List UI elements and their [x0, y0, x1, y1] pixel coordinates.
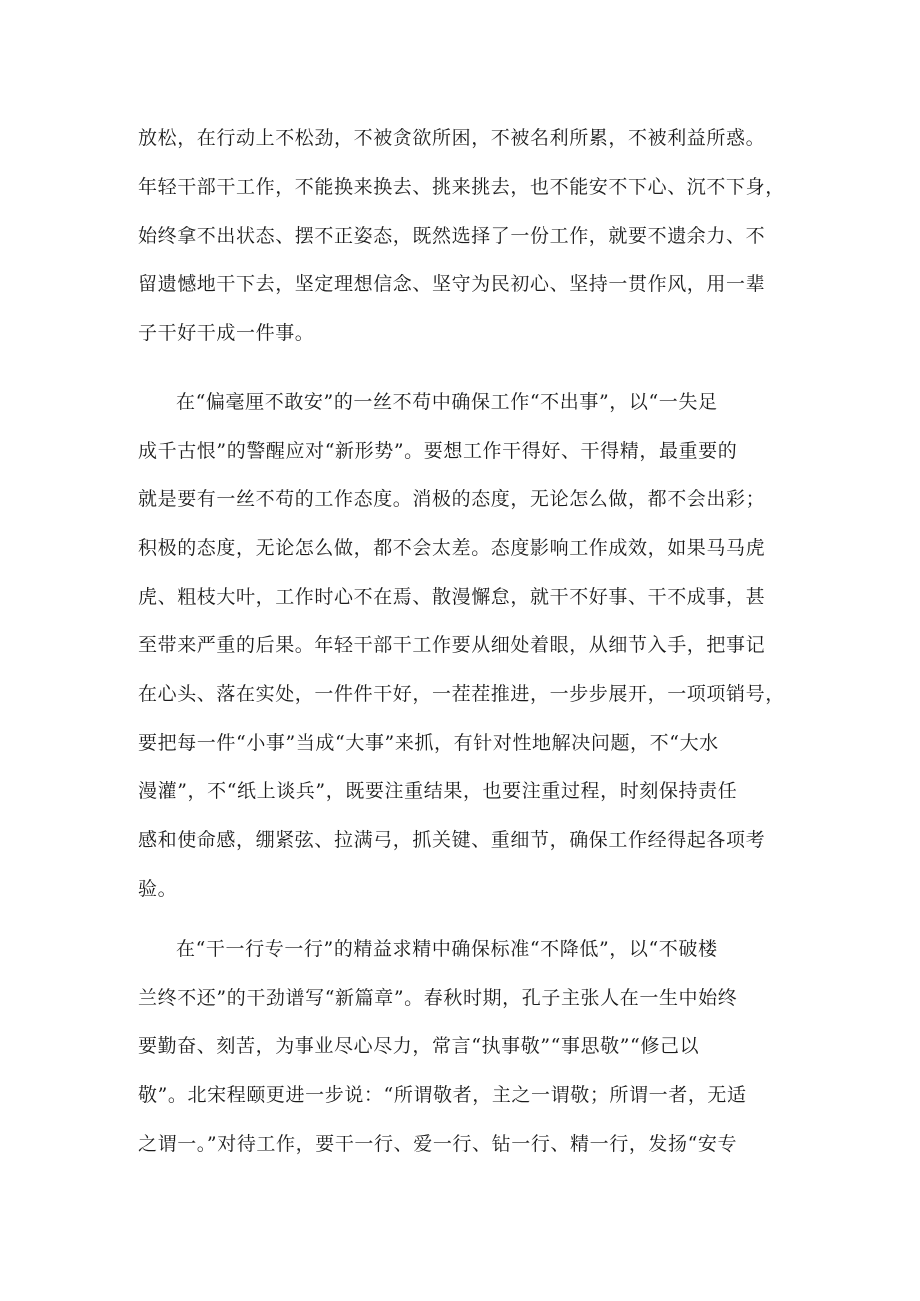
paragraph-2-line-5: 虎、粗枝大叶，工作时心不在焉、散漫懈怠，就干不好事、干不成事，甚	[138, 586, 766, 608]
paragraph-1-line-4: 留遗憾地干下去，坚定理想信念、坚守为民初心、坚持一贯作风，用一辈	[138, 273, 766, 295]
paragraph-2-line-1: 在“偏毫厘不敢安”的一丝不苟中确保工作“不出事”，以“一失足	[176, 391, 718, 413]
paragraph-2-line-3: 就是要有一丝不苟的工作态度。消极的态度，无论怎么做，都不会出彩；	[138, 488, 766, 510]
paragraph-2-line-7: 在心头、落在实处，一件件干好，一茬茬推进，一步步展开，一项项销号，	[138, 683, 785, 705]
paragraph-3-line-4: 敬”。北宋程颐更进一步说：“所谓敬者，主之一谓敬；所谓一者，无适	[138, 1084, 747, 1106]
paragraph-3-line-1: 在“干一行专一行”的精益求精中确保标准“不降低”，以“不破楼	[176, 938, 718, 960]
paragraph-1-line-5: 子干好干成一件事。	[138, 322, 315, 344]
paragraph-2-line-11: 验。	[138, 878, 178, 900]
paragraph-2-line-4: 积极的态度，无论怎么做，都不会太差。态度影响工作成效，如果马马虎	[138, 537, 766, 559]
paragraph-2-line-9: 漫灌”，不“纸上谈兵”，既要注重结果，也要注重过程，时刻保持责任	[138, 780, 738, 802]
paragraph-2-line-6: 至带来严重的后果。年轻干部干工作要从细处着眼，从细节入手，把事记	[138, 634, 766, 656]
paragraph-3-line-5: 之谓一。”对待工作，要干一行、爱一行、钻一行、精一行，发扬“安专	[138, 1133, 738, 1155]
paragraph-2-line-10: 感和使命感，绷紧弦、拉满弓，抓关键、重细节，确保工作经得起各项考	[138, 829, 766, 851]
paragraph-3-line-2: 兰终不还”的干劲谱写“新篇章”。春秋时期，孔子主张人在一生中始终	[138, 987, 738, 1009]
paragraph-3-line-3: 要勤奋、刻苦，为事业尽心尽力，常言“执事敬”“事思敬”“修己以	[138, 1035, 700, 1057]
paragraph-1-line-1: 放松，在行动上不松劲，不被贪欲所困，不被名利所累，不被利益所惑。	[138, 127, 766, 149]
paragraph-1-line-2: 年轻干部干工作，不能换来换去、挑来挑去，也不能安不下心、沉不下身，	[138, 176, 785, 198]
paragraph-2-line-8: 要把每一件“小事”当成“大事”来抓，有针对性地解决问题，不“大水	[138, 732, 719, 754]
paragraph-1-line-3: 始终拿不出状态、摆不正姿态，既然选择了一份工作，就要不遗余力、不	[138, 225, 766, 247]
paragraph-2-line-2: 成千古恨”的警醒应对“新形势”。要想工作干得好、干得精，最重要的	[138, 440, 738, 462]
